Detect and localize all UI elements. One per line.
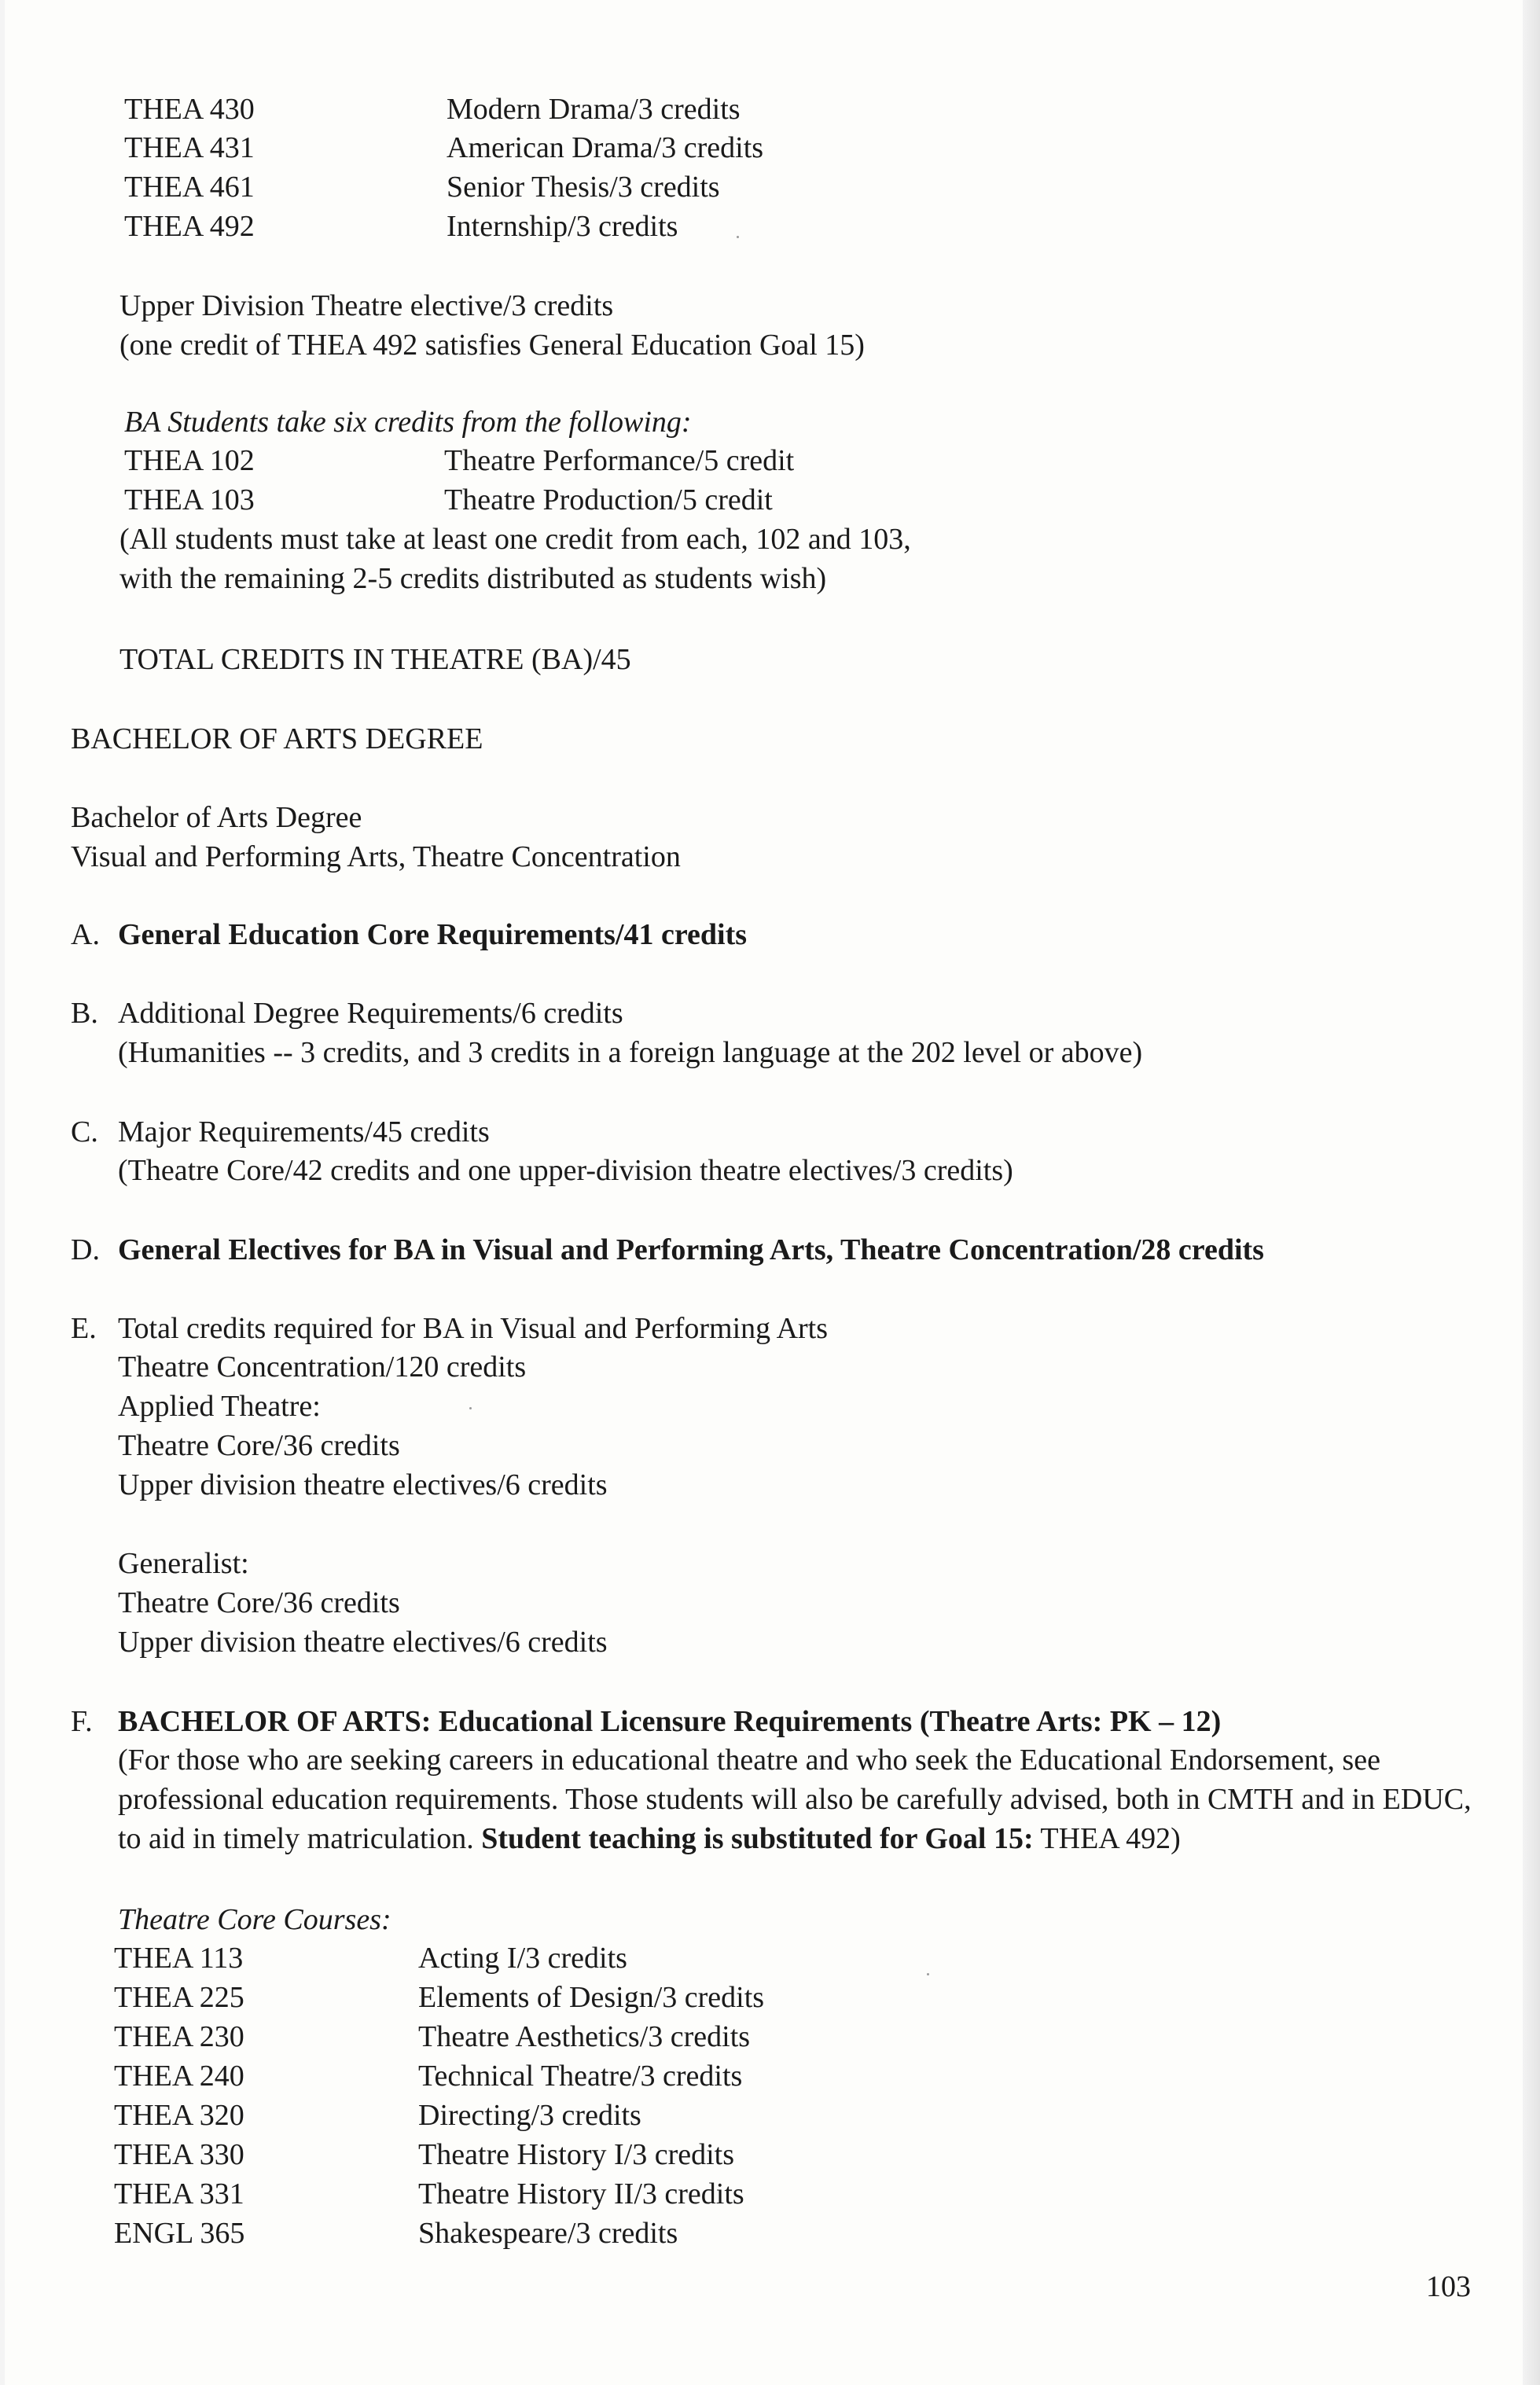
page-right-edge bbox=[1523, 0, 1540, 2385]
course-code: ENGL 365 bbox=[114, 2217, 245, 2250]
ba-students-heading: BA Students take six credits from the following: bbox=[124, 406, 692, 439]
item-b-text: Additional Degree Requirements/6 credits bbox=[118, 997, 623, 1030]
degree-title: Bachelor of Arts Degree bbox=[71, 801, 362, 834]
course-title: Theatre History II/3 credits bbox=[418, 2177, 744, 2210]
course-code: THEA 240 bbox=[114, 2060, 244, 2093]
course-code: THEA 431 bbox=[124, 131, 255, 164]
item-marker: F. bbox=[71, 1705, 93, 1738]
upper-elective-note: (one credit of THEA 492 satisfies General Education Goal 15) bbox=[119, 329, 865, 362]
course-title: Senior Thesis/3 credits bbox=[447, 171, 720, 204]
core-heading: Theatre Core Courses: bbox=[118, 1903, 391, 1936]
item-a-text: General Education Core Requirements/41 credits bbox=[118, 918, 748, 951]
course-title: Theatre History I/3 credits bbox=[418, 2138, 735, 2171]
section-heading: BACHELOR OF ARTS DEGREE bbox=[71, 722, 483, 755]
course-code: THEA 331 bbox=[114, 2177, 244, 2210]
course-title: American Drama/3 credits bbox=[447, 131, 764, 164]
page-number: 103 bbox=[1426, 2270, 1471, 2303]
course-code: THEA 320 bbox=[114, 2099, 244, 2132]
item-marker: B. bbox=[71, 997, 98, 1030]
course-title: Theatre Aesthetics/3 credits bbox=[418, 2020, 751, 2053]
course-title: Shakespeare/3 credits bbox=[418, 2217, 678, 2250]
course-code: THEA 103 bbox=[124, 483, 255, 516]
degree-subtitle: Visual and Performing Arts, Theatre Concentration bbox=[71, 840, 681, 873]
course-title: Theatre Performance/5 credit bbox=[444, 444, 795, 477]
item-e-text: Total credits required for BA in Visual and Performing Arts bbox=[118, 1312, 829, 1345]
ba-note: with the remaining 2-5 credits distributed as students wish) bbox=[119, 562, 827, 595]
generalist-label: Generalist: bbox=[118, 1547, 249, 1580]
upper-elective: Upper Division Theatre elective/3 credits bbox=[119, 289, 614, 322]
item-f-note-bold: Student teaching is substituted for Goal 15: bbox=[481, 1822, 1034, 1855]
course-title: Directing/3 credits bbox=[418, 2099, 641, 2132]
course-code: THEA 113 bbox=[114, 1942, 244, 1975]
item-d-text: General Electives for BA in Visual and Performing Arts, Theatre Concentration/28 credits bbox=[118, 1233, 1264, 1266]
item-marker: A. bbox=[71, 918, 100, 951]
generalist-core: Theatre Core/36 credits bbox=[118, 1586, 400, 1619]
course-title: Elements of Design/3 credits bbox=[418, 1981, 765, 2014]
scan-speck bbox=[737, 236, 739, 238]
applied-upper: Upper division theatre electives/6 credits bbox=[118, 1468, 608, 1501]
item-marker: C. bbox=[71, 1115, 98, 1148]
item-f-note-end: THEA 492) bbox=[1033, 1822, 1181, 1855]
item-f-note-text: (For those who are seeking careers in educational theatre and who seek the Educational Endorsement, see professional education requirements. Those students will also be carefully advised, both in CMTH and in EDUC, to aid in timely matriculation. bbox=[118, 1744, 1472, 1855]
course-code: THEA 330 bbox=[114, 2138, 244, 2171]
ba-note: (All students must take at least one credit from each, 102 and 103, bbox=[119, 523, 911, 556]
item-b-note: (Humanities -- 3 credits, and 3 credits in a foreign language at the 202 level or above) bbox=[118, 1036, 1143, 1069]
course-code: THEA 430 bbox=[124, 93, 255, 126]
item-e-line2: Theatre Concentration/120 credits bbox=[118, 1351, 527, 1384]
course-title: Internship/3 credits bbox=[447, 210, 678, 243]
applied-core: Theatre Core/36 credits bbox=[118, 1429, 400, 1462]
item-marker: E. bbox=[71, 1312, 97, 1345]
course-code: THEA 102 bbox=[124, 444, 255, 477]
page-left-edge bbox=[0, 0, 5, 2385]
item-c-note: (Theatre Core/42 credits and one upper-division theatre electives/3 credits) bbox=[118, 1154, 1013, 1187]
scan-speck bbox=[927, 1973, 929, 1975]
course-title: Technical Theatre/3 credits bbox=[418, 2060, 743, 2093]
course-code: THEA 225 bbox=[114, 1981, 244, 2014]
scan-speck bbox=[469, 1407, 472, 1409]
item-f-text: BACHELOR OF ARTS: Educational Licensure Requirements (Theatre Arts: PK – 12) bbox=[118, 1705, 1222, 1738]
course-code: THEA 492 bbox=[124, 210, 255, 243]
item-c-text: Major Requirements/45 credits bbox=[118, 1115, 490, 1148]
item-marker: D. bbox=[71, 1233, 100, 1266]
course-code: THEA 461 bbox=[124, 171, 255, 204]
course-code: THEA 230 bbox=[114, 2020, 244, 2053]
course-title: Modern Drama/3 credits bbox=[447, 93, 741, 126]
applied-label: Applied Theatre: bbox=[118, 1390, 321, 1423]
course-title: Theatre Production/5 credit bbox=[444, 483, 773, 516]
item-f-note bbox=[118, 1740, 1472, 1858]
generalist-upper: Upper division theatre electives/6 credits bbox=[118, 1626, 608, 1659]
course-title: Acting I/3 credits bbox=[418, 1942, 627, 1975]
total-credits: TOTAL CREDITS IN THEATRE (BA)/45 bbox=[119, 643, 631, 676]
